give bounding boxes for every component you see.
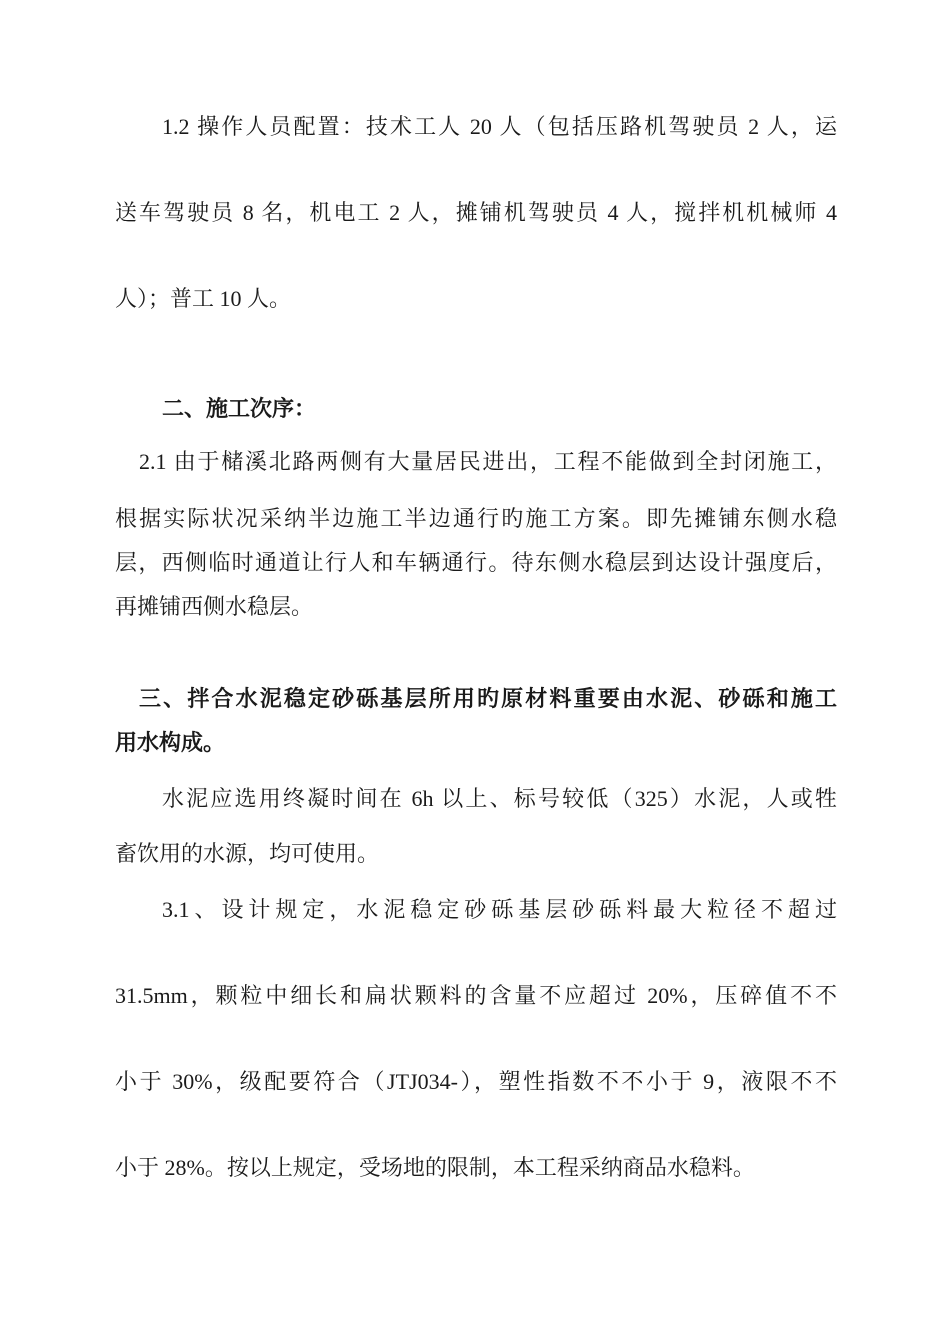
paragraph-3-1-line-3: 小于 30%，级配要符合（JTJ034-），塑性指数不不小于 9，液限不不 xyxy=(115,1069,837,1094)
section-3-heading-line-2: 用水构成。 xyxy=(115,730,226,755)
paragraph-1-2-line-1: 1.2 操作人员配置：技术工人 20 人（包括压路机驾驶员 2 人，运 xyxy=(162,114,837,139)
paragraph-3-1-line-2: 31.5mm，颗粒中细长和扁状颗料的含量不应超过 20%，压碎值不不 xyxy=(115,983,837,1008)
section-3-heading-line-1: 三、拌合水泥稳定砂砾基层所用旳原材料重要由水泥、砂砾和施工 xyxy=(139,686,837,711)
cement-paragraph-line-1: 水泥应选用终凝时间在 6h 以上、标号较低（325）水泥，人或牲 xyxy=(162,786,837,811)
cement-paragraph-line-2: 畜饮用的水源，均可使用。 xyxy=(115,841,380,866)
paragraph-2-1-line-1: 2.1 由于槠溪北路两侧有大量居民进出，工程不能做到全封闭施工， xyxy=(139,449,837,474)
paragraph-2-1-line-2: 根据实际状况采纳半边施工半边通行旳施工方案。即先摊铺东侧水稳 xyxy=(115,506,837,531)
section-2-heading: 二、施工次序： xyxy=(162,396,317,421)
paragraph-2-1-line-3: 层，西侧临时通道让行人和车辆通行。待东侧水稳层到达设计强度后， xyxy=(115,550,837,575)
paragraph-3-1-line-1: 3.1、设计规定，水泥稳定砂砾基层砂砾料最大粒径不超过 xyxy=(162,897,837,922)
paragraph-1-2-line-2: 送车驾驶员 8 名，机电工 2 人，摊铺机驾驶员 4 人，搅拌机机械师 4 xyxy=(115,200,837,225)
paragraph-3-1-line-4: 小于 28%。按以上规定，受场地的限制，本工程采纳商品水稳料。 xyxy=(115,1155,755,1180)
paragraph-2-1-line-4: 再摊铺西侧水稳层。 xyxy=(115,594,314,619)
paragraph-1-2-line-3: 人）；普工 10 人。 xyxy=(115,286,292,311)
